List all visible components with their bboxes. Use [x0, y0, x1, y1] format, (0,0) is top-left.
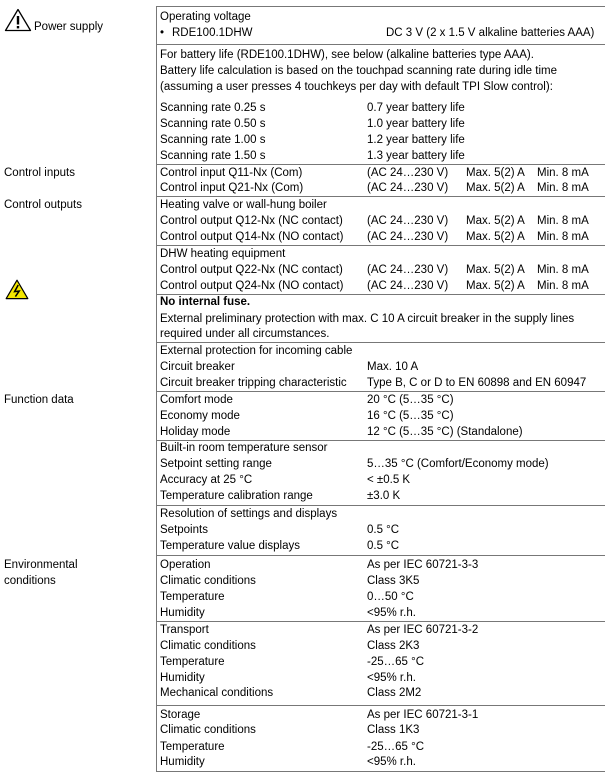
- spec-row: [160, 539, 400, 554]
- spec-value: -25…65 °C: [367, 741, 425, 753]
- spec-row: [160, 590, 414, 605]
- spec-value: 0.5 °C: [367, 540, 400, 552]
- max-current: Max. 5(2) A: [466, 280, 525, 292]
- bullet: •: [160, 27, 165, 39]
- spec-value: As per IEC 60721-3-1: [367, 709, 479, 721]
- spec-value: 20 °C (5…35 °C): [367, 394, 454, 406]
- spec-row: [160, 489, 401, 504]
- output-name: Control output Q22-Nx (NC contact): [160, 264, 343, 276]
- spec-name: Setpoints: [160, 524, 208, 536]
- column-separator: [156, 6, 157, 772]
- scan-rate: Scanning rate 0.50 s: [160, 118, 266, 130]
- label-power-supply: Power supply: [34, 21, 104, 33]
- voltage-row: [160, 26, 595, 41]
- spec-name: Holiday mode: [160, 426, 231, 438]
- divider: [156, 196, 605, 197]
- voltage-range: (AC 24…230 V): [367, 215, 449, 227]
- battery-life: 1.3 year battery life: [367, 150, 465, 162]
- spec-name: Economy mode: [160, 410, 240, 422]
- high-voltage-warning-icon: [5, 279, 29, 300]
- min-current: Min. 8 mA: [537, 215, 589, 227]
- label-environmental-line1: Environmental: [4, 559, 78, 571]
- spec-name: Operation: [160, 559, 211, 571]
- divider: [156, 505, 605, 506]
- divider: [156, 771, 605, 772]
- spec-row: [160, 708, 479, 723]
- max-current: Max. 5(2) A: [466, 182, 525, 194]
- spec-name: Temperature: [160, 591, 225, 603]
- divider: [156, 164, 605, 165]
- scan-rate: Scanning rate 1.00 s: [160, 134, 266, 146]
- spec-name: Transport: [160, 624, 209, 636]
- scan-row: [160, 117, 465, 132]
- protection-line1: External preliminary protection with max. C 10 A circuit breaker in the supply lines: [160, 313, 575, 325]
- heating-header: Heating valve or wall-hung boiler: [160, 199, 327, 211]
- scan-row: [160, 133, 465, 148]
- spec-name: Humidity: [160, 672, 205, 684]
- battery-life: 0.7 year battery life: [367, 102, 465, 114]
- spec-name: Temperature: [160, 656, 225, 668]
- spec-row: [160, 425, 523, 440]
- divider: [156, 342, 605, 343]
- voltage-range: (AC 24…230 V): [367, 182, 449, 194]
- spec-value: ±3.0 K: [367, 490, 401, 502]
- spec-name: Mechanical conditions: [160, 687, 274, 699]
- spec-name: Storage: [160, 709, 201, 721]
- spec-name: Humidity: [160, 756, 205, 768]
- spec-row: [160, 360, 419, 375]
- spec-name: Climatic conditions: [160, 640, 256, 652]
- spec-row: [160, 639, 420, 654]
- spec-name: Climatic conditions: [160, 724, 256, 736]
- spec-name: Temperature calibration range: [160, 490, 313, 502]
- label-function-data: Function data: [4, 394, 74, 406]
- scan-row: [160, 101, 465, 116]
- control-output-row: [160, 230, 589, 245]
- battery-note-line1: For battery life (RDE100.1DHW), see below (alkaline batteries type AAA).: [160, 49, 534, 61]
- spec-value: As per IEC 60721-3-2: [367, 624, 479, 636]
- voltage-range: (AC 24…230 V): [367, 231, 449, 243]
- input-name: Control input Q11-Nx (Com): [160, 167, 303, 179]
- resolution-header: Resolution of settings and displays: [160, 508, 338, 520]
- no-internal-fuse: No internal fuse.: [160, 296, 251, 308]
- dhw-header: DHW heating equipment: [160, 248, 286, 260]
- operating-voltage-title: Operating voltage: [160, 11, 251, 23]
- spec-value: <95% r.h.: [367, 607, 416, 619]
- spec-value: 0.5 °C: [367, 524, 400, 536]
- spec-name: Temperature value displays: [160, 540, 300, 552]
- spec-value: -25…65 °C: [367, 656, 425, 668]
- divider: [156, 6, 605, 7]
- spec-value: <95% r.h.: [367, 672, 416, 684]
- max-current: Max. 5(2) A: [466, 264, 525, 276]
- spec-value: Class 2M2: [367, 687, 422, 699]
- divider: [156, 705, 605, 706]
- spec-value: 12 °C (5…35 °C) (Standalone): [367, 426, 523, 438]
- spec-row: [160, 409, 454, 424]
- divider: [156, 555, 605, 556]
- max-current: Max. 5(2) A: [466, 167, 525, 179]
- spec-value: Class 1K3: [367, 724, 420, 736]
- warning-triangle-icon: [4, 8, 32, 32]
- control-input-row: [160, 166, 589, 181]
- divider: [156, 44, 605, 45]
- spec-name: Temperature: [160, 741, 225, 753]
- control-input-row: [160, 181, 589, 196]
- min-current: Min. 8 mA: [537, 182, 589, 194]
- scan-row: [160, 149, 465, 164]
- spec-name: Setpoint setting range: [160, 458, 272, 470]
- max-current: Max. 5(2) A: [466, 215, 525, 227]
- spec-row: [160, 740, 425, 755]
- min-current: Min. 8 mA: [537, 280, 589, 292]
- spec-row: [160, 755, 416, 770]
- spec-name: Circuit breaker tripping characteristic: [160, 377, 347, 389]
- spec-value: Class 2K3: [367, 640, 420, 652]
- model-name: RDE100.1DHW: [172, 27, 253, 39]
- min-current: Min. 8 mA: [537, 264, 589, 276]
- spec-name: Climatic conditions: [160, 575, 256, 587]
- voltage-range: (AC 24…230 V): [367, 264, 449, 276]
- spec-row: [160, 574, 420, 589]
- output-name: Control output Q24-Nx (NO contact): [160, 280, 344, 292]
- spec-row: [160, 457, 549, 472]
- label-control-inputs: Control inputs: [4, 167, 75, 179]
- spec-name: Humidity: [160, 607, 205, 619]
- spec-value: As per IEC 60721-3-3: [367, 559, 479, 571]
- spec-row: [160, 723, 420, 738]
- divider: [156, 391, 605, 392]
- spec-row: [160, 606, 416, 621]
- battery-life: 1.2 year battery life: [367, 134, 465, 146]
- sensor-header: Built-in room temperature sensor: [160, 442, 328, 454]
- spec-row: [160, 523, 400, 538]
- battery-life: 1.0 year battery life: [367, 118, 465, 130]
- spec-row: [160, 655, 425, 670]
- battery-note-line2: Battery life calculation is based on the touchpad scanning rate during idle time: [160, 65, 557, 77]
- label-environmental-line2: conditions: [4, 575, 56, 587]
- spec-value: Type B, C or D to EN 60898 and EN 60947: [367, 377, 587, 389]
- spec-row: [160, 473, 411, 488]
- input-name: Control input Q21-Nx (Com): [160, 182, 304, 194]
- spec-value: 5…35 °C (Comfort/Economy mode): [367, 458, 549, 470]
- output-name: Control output Q12-Nx (NC contact): [160, 215, 343, 227]
- voltage-value: DC 3 V (2 x 1.5 V alkaline batteries AAA): [386, 27, 595, 39]
- min-current: Min. 8 mA: [537, 167, 589, 179]
- spec-value: Max. 10 A: [367, 361, 419, 373]
- spec-value: 0…50 °C: [367, 591, 414, 603]
- spec-value: < ±0.5 K: [367, 474, 411, 486]
- voltage-range: (AC 24…230 V): [367, 167, 449, 179]
- max-current: Max. 5(2) A: [466, 231, 525, 243]
- divider: [156, 621, 605, 622]
- scan-rate: Scanning rate 1.50 s: [160, 150, 266, 162]
- output-name: Control output Q14-Nx (NO contact): [160, 231, 344, 243]
- protection-line2: required under all circumstances.: [160, 328, 330, 340]
- spec-row: [160, 671, 416, 686]
- control-output-row: [160, 214, 589, 229]
- external-protection-header: External protection for incoming cable: [160, 345, 353, 357]
- spec-row: [160, 623, 479, 638]
- control-output-row: [160, 279, 589, 294]
- min-current: Min. 8 mA: [537, 231, 589, 243]
- spec-row: [160, 686, 422, 701]
- label-control-outputs: Control outputs: [4, 199, 82, 211]
- divider: [156, 245, 605, 246]
- spec-value: 16 °C (5…35 °C): [367, 410, 454, 422]
- spec-name: Comfort mode: [160, 394, 233, 406]
- spec-row: [160, 376, 587, 391]
- spec-value: Class 3K5: [367, 575, 420, 587]
- voltage-range: (AC 24…230 V): [367, 280, 449, 292]
- spec-name: Accuracy at 25 °C: [160, 474, 253, 486]
- spec-name: Circuit breaker: [160, 361, 235, 373]
- spec-value: <95% r.h.: [367, 756, 416, 768]
- control-output-row: [160, 263, 589, 278]
- spec-row: [160, 558, 479, 573]
- scan-rate: Scanning rate 0.25 s: [160, 102, 266, 114]
- spec-row: [160, 393, 454, 408]
- battery-note-line3: (assuming a user presses 4 touchkeys per day with default TPI Slow control):: [160, 81, 553, 93]
